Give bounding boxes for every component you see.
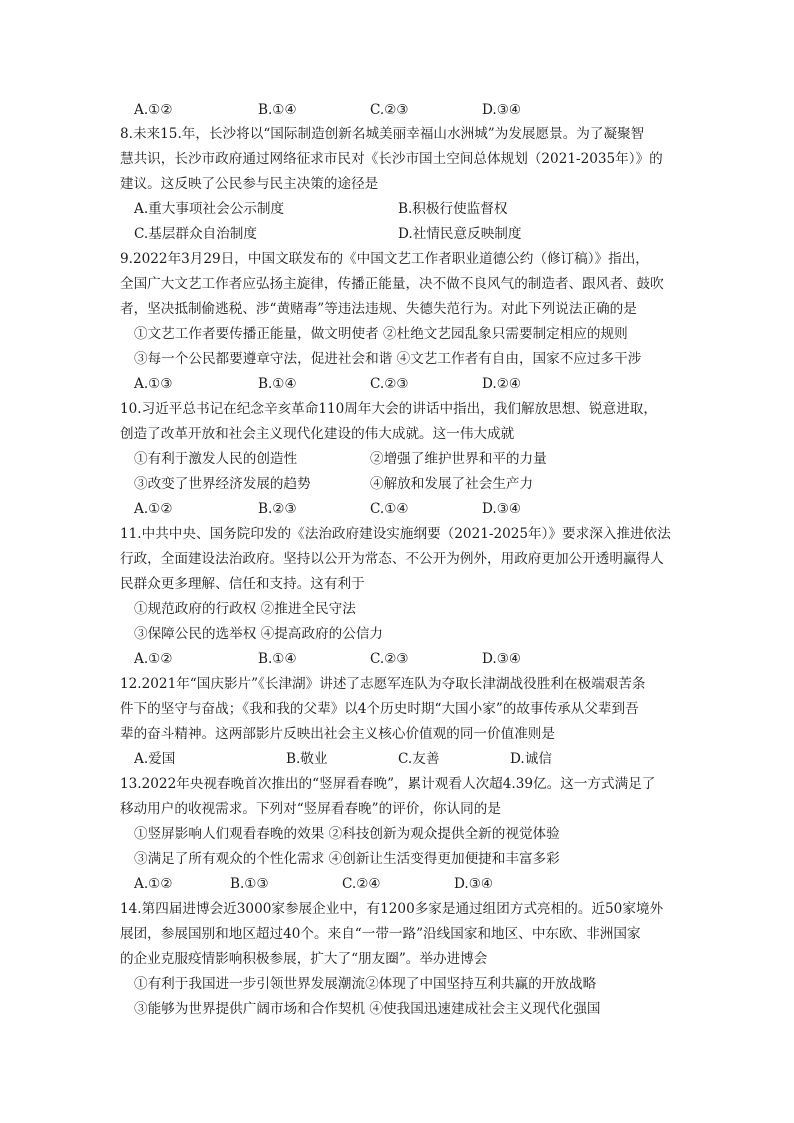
q13-option-b: B.①③	[230, 876, 269, 892]
q13-option-c: C.②④	[342, 876, 381, 892]
q14-stem-line-1: 14.第四届进博会近3000家参展企业中，有1200多家是通过组团方式亮相的。近50家境外	[120, 901, 664, 917]
q9-stem-line-2: 全国广大文艺工作者应弘扬主旋律，传播正能量，决不做不良风气的制造者、跟风者、鼓吹	[120, 276, 664, 292]
q9-option-d: D.②④	[482, 376, 522, 392]
q9-options	[134, 374, 694, 394]
q11-stem-line-1: 11.中共中央、国务院印发的《法治政府建设实施纲要（2021-2025年）》要求深入推进依法	[120, 526, 671, 542]
q10-statement-1: ①有利于激发人民的创造性	[134, 451, 298, 467]
q10-option-d: D.③④	[482, 501, 522, 517]
q11-option-c: C.②③	[370, 651, 409, 667]
q12-option-a: A.爱国	[134, 751, 176, 767]
q10-option-b: B.②③	[258, 501, 297, 517]
q10-statements-row-1	[134, 449, 694, 469]
q14-statements-line-1: ①有利于我国进一步引领世界发展潮流②体现了中国坚持互利共赢的开放战略	[134, 976, 597, 992]
q12-option-b: B.敬业	[286, 751, 328, 767]
q9-option-c: C.②③	[370, 376, 409, 392]
q8-stem-line-3: 建议。这反映了公民参与民主决策的途径是	[120, 176, 379, 192]
q9-option-a: A.①③	[134, 376, 173, 392]
q14-statements-line-2: ③能够为世界提供广阔市场和合作契机 ④使我国迅速建成社会主义现代化强国	[134, 1001, 601, 1017]
q13-statements-line-2: ③满足了所有观众的个性化需求 ④创新让生活变得更加便捷和丰富多彩	[134, 851, 560, 867]
q7-option-b: B.①④	[258, 102, 297, 118]
q10-statements-row-2	[134, 474, 694, 494]
q9-statements-line-2: ③每一个公民都要遵章守法，促进社会和谐 ④文艺工作者有自由，国家不应过多干涉	[134, 351, 642, 367]
q12-stem-line-3: 辈的奋斗精神。这两部影片反映出社会主义核心价值观的同一价值准则是	[120, 726, 555, 742]
q9-option-b: B.①④	[258, 376, 297, 392]
q7-option-d: D.③④	[482, 102, 522, 118]
q10-options	[134, 499, 694, 519]
q11-option-b: B.①④	[258, 651, 297, 667]
q10-stem-line-2: 创造了改革开放和社会主义现代化建设的伟大成就。这一伟大成就	[120, 426, 515, 442]
q10-statement-3: ③改变了世界经济发展的趋势	[134, 476, 311, 492]
q8-option-c: C.基层群众自治制度	[134, 226, 257, 242]
q12-option-d: D.诚信	[510, 751, 552, 767]
q12-option-c: C.友善	[398, 751, 440, 767]
q10-statement-2: ②增强了维护世界和平的力量	[370, 451, 547, 467]
q13-stem-line-2: 移动用户的收视需求。下列对“竖屏看春晚”的评价，你认同的是	[120, 801, 501, 817]
q10-statement-4: ④解放和发展了社会生产力	[370, 476, 534, 492]
q13-option-a: A.①②	[134, 876, 173, 892]
q11-statements-line-1: ①规范政府的行政权 ②推进全民守法	[134, 601, 356, 617]
q7-options	[134, 100, 694, 120]
q9-stem-line-3: 者，坚决抵制偷逃税、涉“黄赌毒”等违法违规、失德失范行为。对此下列说法正确的是	[120, 301, 637, 317]
q11-option-a: A.①②	[134, 651, 173, 667]
q8-option-b: B.积极行使监督权	[398, 201, 508, 217]
q11-options	[134, 649, 694, 669]
q7-option-a: A.①②	[134, 102, 173, 118]
q12-options	[134, 749, 694, 769]
q11-statements-line-2: ③保障公民的选举权 ④提高政府的公信力	[134, 626, 384, 642]
q13-stem-line-1: 13.2022年央视春晚首次推出的“竖屏看春晚”，累计观看人次超4.39亿。这一方式满足了	[120, 776, 656, 792]
q12-stem-line-1: 12.2021年“国庆影片”《长津湖》讲述了志愿军连队为夺取长津湖战役胜利在极端艰苦条	[120, 676, 646, 692]
q12-stem-line-2: 件下的坚守与奋战；《我和我的父辈》以4个历史时期“大国小家”的故事传承从父辈到吾	[120, 701, 639, 717]
q9-stem-line-1: 9.2022年3月29日，中国文联发布的《中国文艺工作者职业道德公约（修订稿）》指出，	[120, 251, 649, 267]
q8-options-row-1	[134, 199, 694, 219]
q10-option-c: C.①④	[370, 501, 409, 517]
q8-stem-line-2: 慧共识，长沙市政府通过网络征求市民对《长沙市国土空间总体规划（2021-2035年）》的	[120, 151, 663, 167]
q8-option-d: D.社情民意反映制度	[398, 226, 522, 242]
q9-statements-line-1: ①文艺工作者要传播正能量，做文明使者 ②杜绝文艺园乱象只需要制定相应的规则	[134, 326, 628, 342]
q11-option-d: D.③④	[482, 651, 522, 667]
q10-option-a: A.①②	[134, 501, 173, 517]
q14-stem-line-2: 展团，参展国别和地区超过40个。来自“一带一路”沿线国家和地区、中东欧、非洲国家	[120, 926, 641, 942]
q13-option-d: D.③④	[454, 876, 494, 892]
q10-stem-line-1: 10.习近平总书记在纪念辛亥革命110周年大会的讲话中指出，我们解放思想、锐意进取，	[120, 401, 657, 417]
q11-stem-line-3: 民群众更多理解、信任和支持。这有利于	[120, 576, 365, 592]
q8-stem-line-1: 8.未来15.年，长沙将以“国际制造创新名城美丽幸福山水洲城”为发展愿景。为了凝聚智	[120, 126, 645, 142]
q13-options	[134, 874, 694, 894]
q11-stem-line-2: 行政，全面建设法治政府。坚持以公开为常态、不公开为例外，用政府更加公开透明赢得人	[120, 551, 664, 567]
q7-option-c: C.②③	[370, 102, 409, 118]
q13-statements-line-1: ①竖屏影响人们观看春晚的效果 ②科技创新为观众提供全新的视觉体验	[134, 826, 560, 842]
q8-option-a: A.重大事项社会公示制度	[134, 201, 285, 217]
q8-options-row-2	[134, 224, 694, 244]
q14-stem-line-3: 的企业克服疫情影响积极参展，扩大了“朋友圈”。举办进博会	[120, 951, 488, 967]
